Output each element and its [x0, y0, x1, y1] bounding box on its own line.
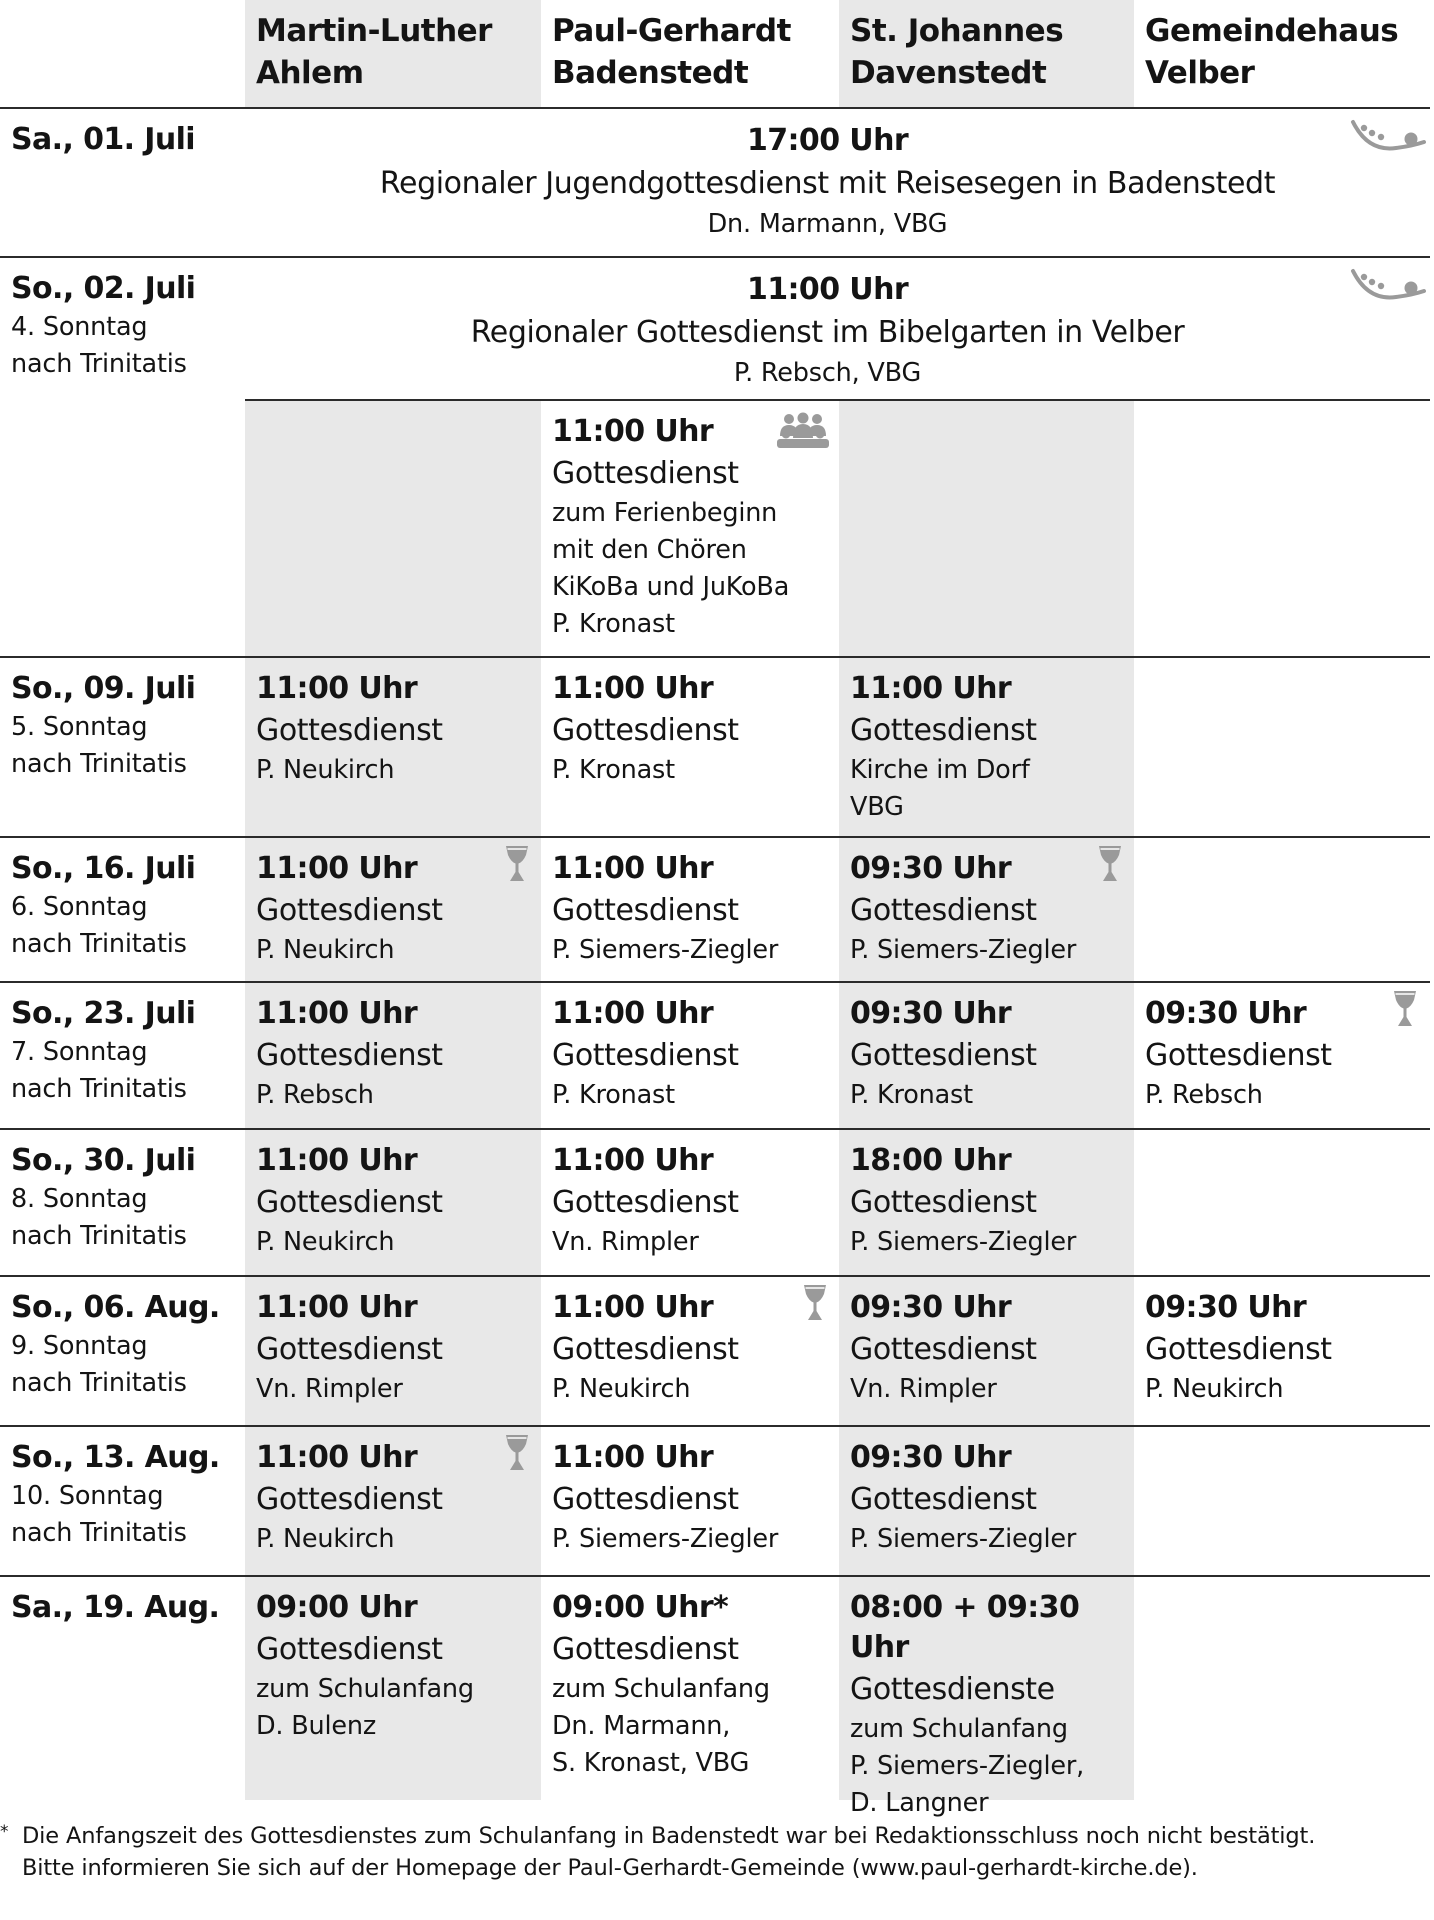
sunday-label: nach Trinitatis — [11, 349, 187, 379]
service-time: 11:00 Uhr — [256, 851, 418, 886]
date-label: So., 16. Juli — [11, 851, 196, 886]
sunday-label: 6. Sonntag — [11, 892, 148, 922]
service-time: 11:00 Uhr — [746, 272, 909, 307]
regional-service — [245, 269, 1410, 392]
sunday-label: 4. Sonntag — [11, 312, 148, 342]
service-title: Gottesdienste — [850, 1672, 1055, 1707]
date-label: Sa., 01. Juli — [11, 122, 195, 157]
service-cell — [839, 1576, 1134, 1822]
date-label: So., 23. Juli — [11, 996, 196, 1031]
service-title: Gottesdienst — [850, 1185, 1037, 1220]
service-note: Dn. Marmann, — [552, 1711, 731, 1741]
chalice-icon-graphic — [803, 1284, 827, 1322]
service-note: mit den Chören — [552, 535, 747, 565]
date-label: So., 09. Juli — [11, 671, 196, 706]
service-note: zum Schulanfang — [552, 1674, 770, 1704]
service-cell — [839, 657, 1134, 826]
date-label: So., 06. Aug. — [11, 1290, 220, 1325]
chalice-icon-graphic — [505, 845, 529, 883]
sunday-label: nach Trinitatis — [11, 1518, 187, 1548]
service-cell — [1134, 1276, 1429, 1408]
sunday-label: 9. Sonntag — [11, 1331, 148, 1361]
service-note: P. Neukirch — [1145, 1374, 1284, 1404]
service-note: P. Siemers-Ziegler — [552, 1524, 779, 1554]
sunday-label: 10. Sonntag — [11, 1481, 164, 1511]
service-title: Gottesdienst — [850, 893, 1037, 928]
service-time: 11:00 Uhr — [552, 1290, 714, 1325]
column-header — [541, 10, 850, 94]
column-shade — [245, 400, 541, 657]
service-time: 11:00 Uhr — [552, 1440, 714, 1475]
date-cell — [0, 1129, 245, 1255]
service-note: Vn. Rimpler — [552, 1227, 699, 1257]
service-title: Regionaler Jugendgottesdienst mit Reisesegen in Badenstedt — [379, 166, 1276, 201]
service-title: Gottesdienst — [1145, 1332, 1332, 1367]
service-time: 11:00 Uhr — [552, 851, 714, 886]
service-title: Gottesdienst — [256, 1038, 443, 1073]
service-cell — [245, 1276, 541, 1408]
service-people: Dn. Marmann, VBG — [707, 209, 948, 239]
sunday-label: 8. Sonntag — [11, 1184, 148, 1214]
service-cell — [839, 982, 1134, 1114]
service-title: Gottesdienst — [256, 1332, 443, 1367]
service-time: 09:30 Uhr — [1145, 1290, 1307, 1325]
chalice-icon — [505, 1434, 529, 1472]
column-header — [1134, 10, 1434, 94]
service-note: P. Siemers-Ziegler — [552, 935, 779, 965]
service-time: 11:00 Uhr — [256, 996, 418, 1031]
service-note: zum Schulanfang — [256, 1674, 474, 1704]
service-time: 09:00 Uhr* — [552, 1590, 729, 1625]
service-title: Gottesdienst — [850, 1482, 1037, 1517]
service-cell — [839, 1276, 1134, 1408]
date-cell — [0, 1426, 245, 1552]
sunday-label: nach Trinitatis — [11, 749, 187, 779]
service-title: Gottesdienst — [552, 1332, 739, 1367]
service-note: Vn. Rimpler — [850, 1374, 997, 1404]
service-cell — [541, 982, 839, 1114]
service-note: P. Neukirch — [256, 755, 395, 785]
service-title: Gottesdienst — [850, 1332, 1037, 1367]
service-title: Gottesdienst — [552, 1632, 739, 1667]
service-cell — [541, 1129, 839, 1261]
date-label: Sa., 19. Aug. — [11, 1590, 220, 1625]
date-label: So., 02. Juli — [11, 271, 196, 306]
chalice-icon-graphic — [505, 1434, 529, 1472]
service-title: Regionaler Gottesdienst im Bibelgarten in Velber — [470, 315, 1185, 350]
service-people: P. Rebsch, VBG — [733, 358, 922, 388]
service-time: 17:00 Uhr — [746, 123, 909, 158]
chalice-icon — [505, 845, 529, 883]
sunday-label: nach Trinitatis — [11, 1368, 187, 1398]
service-cell — [541, 1426, 839, 1558]
service-note: zum Schulanfang — [850, 1714, 1068, 1744]
service-title: Gottesdienst — [256, 893, 443, 928]
service-cell — [245, 837, 541, 969]
service-time: 08:00 + 09:30 Uhr — [850, 1590, 1080, 1665]
column-header — [245, 10, 552, 94]
chalice-icon-graphic — [1098, 845, 1122, 883]
service-title: Gottesdienst — [552, 1038, 739, 1073]
service-note: P. Siemers-Ziegler, — [850, 1751, 1085, 1781]
footnote-line: Die Anfangszeit des Gottesdienstes zum Schulanfang in Badenstedt war bei Redaktionsschluss noch nicht bestätigt. — [22, 1823, 1316, 1849]
sunday-label: nach Trinitatis — [11, 1221, 187, 1251]
regional-icon — [1350, 118, 1426, 158]
column-header-line1: St. Johannes — [850, 13, 1064, 49]
service-note: Vn. Rimpler — [256, 1374, 403, 1404]
service-time: 11:00 Uhr — [552, 1143, 714, 1178]
chalice-icon-graphic — [1393, 990, 1417, 1028]
service-note: zum Ferienbeginn — [552, 498, 778, 528]
regional-icon — [1350, 267, 1426, 307]
date-cell — [0, 837, 245, 963]
service-note: P. Neukirch — [256, 1524, 395, 1554]
service-note: P. Rebsch — [256, 1080, 374, 1110]
service-time: 11:00 Uhr — [256, 1440, 418, 1475]
service-cell — [839, 1426, 1134, 1558]
service-cell — [541, 657, 839, 789]
date-cell — [0, 657, 245, 783]
service-title: Gottesdienst — [256, 1482, 443, 1517]
date-label: So., 13. Aug. — [11, 1440, 220, 1475]
service-title: Gottesdienst — [256, 1632, 443, 1667]
service-note: P. Kronast — [552, 755, 675, 785]
service-title: Gottesdienst — [256, 713, 443, 748]
column-header-line1: Paul-Gerhardt — [552, 13, 791, 49]
service-note: P. Neukirch — [256, 935, 395, 965]
chalice-icon — [1393, 990, 1417, 1028]
service-cell — [541, 1576, 839, 1782]
column-header-line1: Gemeindehaus — [1145, 13, 1399, 49]
sunday-label: 5. Sonntag — [11, 712, 148, 742]
service-cell — [245, 1576, 541, 1745]
regional-icon-graphic — [1350, 267, 1426, 307]
service-time: 11:00 Uhr — [850, 671, 1012, 706]
service-cell — [245, 1129, 541, 1261]
service-title: Gottesdienst — [552, 1185, 739, 1220]
chalice-icon — [803, 1284, 827, 1322]
service-cell — [541, 1276, 839, 1408]
service-title: Gottesdienst — [256, 1185, 443, 1220]
service-cell — [839, 1129, 1134, 1261]
service-cell — [245, 982, 541, 1114]
service-note: D. Langner — [850, 1788, 989, 1818]
chalice-icon — [1098, 845, 1122, 883]
column-header-line1: Martin-Luther — [256, 13, 492, 49]
date-cell — [0, 257, 245, 383]
service-time: 09:30 Uhr — [850, 851, 1012, 886]
service-time: 18:00 Uhr — [850, 1143, 1012, 1178]
service-note: P. Siemers-Ziegler — [850, 1524, 1077, 1554]
service-cell — [839, 837, 1134, 969]
sunday-label: nach Trinitatis — [11, 1074, 187, 1104]
sunday-label: nach Trinitatis — [11, 929, 187, 959]
sunday-label: 7. Sonntag — [11, 1037, 148, 1067]
date-label: So., 30. Juli — [11, 1143, 196, 1178]
service-cell — [1134, 982, 1429, 1114]
service-time: 11:00 Uhr — [256, 1143, 418, 1178]
service-cell — [541, 837, 839, 969]
column-header-line2: Ahlem — [256, 55, 364, 91]
service-title: Gottesdienst — [552, 893, 739, 928]
date-cell — [0, 982, 245, 1108]
service-note: KiKoBa und JuKoBa — [552, 572, 790, 602]
date-cell — [0, 108, 245, 160]
service-time: 09:30 Uhr — [1145, 996, 1307, 1031]
service-title: Gottesdienst — [552, 1482, 739, 1517]
service-note: P. Kronast — [850, 1080, 973, 1110]
footnote-mark: * — [0, 1822, 9, 1842]
column-shade — [839, 400, 1134, 657]
regional-icon-graphic — [1350, 118, 1426, 158]
service-cell — [245, 1426, 541, 1558]
service-note: D. Bulenz — [256, 1711, 377, 1741]
service-title: Gottesdienst — [552, 456, 739, 491]
column-header-line2: Davenstedt — [850, 55, 1047, 91]
date-cell — [0, 1276, 245, 1402]
service-time: 11:00 Uhr — [256, 671, 418, 706]
service-time: 09:30 Uhr — [850, 996, 1012, 1031]
service-note: P. Kronast — [552, 609, 675, 639]
service-cell — [245, 657, 541, 789]
service-note: P. Neukirch — [552, 1374, 691, 1404]
regional-service — [245, 120, 1410, 243]
column-header-line2: Badenstedt — [552, 55, 749, 91]
service-note: Kirche im Dorf — [850, 755, 1030, 785]
service-title: Gottesdienst — [850, 713, 1037, 748]
column-header-line2: Velber — [1145, 55, 1255, 91]
service-note: S. Kronast, VBG — [552, 1748, 750, 1778]
service-time: 11:00 Uhr — [552, 671, 714, 706]
service-time: 11:00 Uhr — [256, 1290, 418, 1325]
service-time: 09:30 Uhr — [850, 1290, 1012, 1325]
service-note: VBG — [850, 792, 904, 822]
choir-icon-graphic — [777, 412, 829, 448]
service-note: P. Neukirch — [256, 1227, 395, 1257]
service-time: 09:30 Uhr — [850, 1440, 1012, 1475]
service-note: P. Siemers-Ziegler — [850, 1227, 1077, 1257]
service-note: P. Kronast — [552, 1080, 675, 1110]
service-time: 11:00 Uhr — [552, 414, 714, 449]
service-note: P. Rebsch — [1145, 1080, 1263, 1110]
column-header — [839, 10, 1145, 94]
choir-icon — [777, 412, 829, 448]
service-time: 11:00 Uhr — [552, 996, 714, 1031]
service-time: 09:00 Uhr — [256, 1590, 418, 1625]
service-title: Gottesdienst — [1145, 1038, 1332, 1073]
service-title: Gottesdienst — [850, 1038, 1037, 1073]
service-title: Gottesdienst — [552, 713, 739, 748]
footnote-line: Bitte informieren Sie sich auf der Homepage der Paul-Gerhardt-Gemeinde (www.paul-gerhardt-kirche.de). — [22, 1855, 1198, 1881]
footnote — [0, 1820, 1420, 1884]
service-note: P. Siemers-Ziegler — [850, 935, 1077, 965]
date-cell — [0, 1576, 245, 1628]
